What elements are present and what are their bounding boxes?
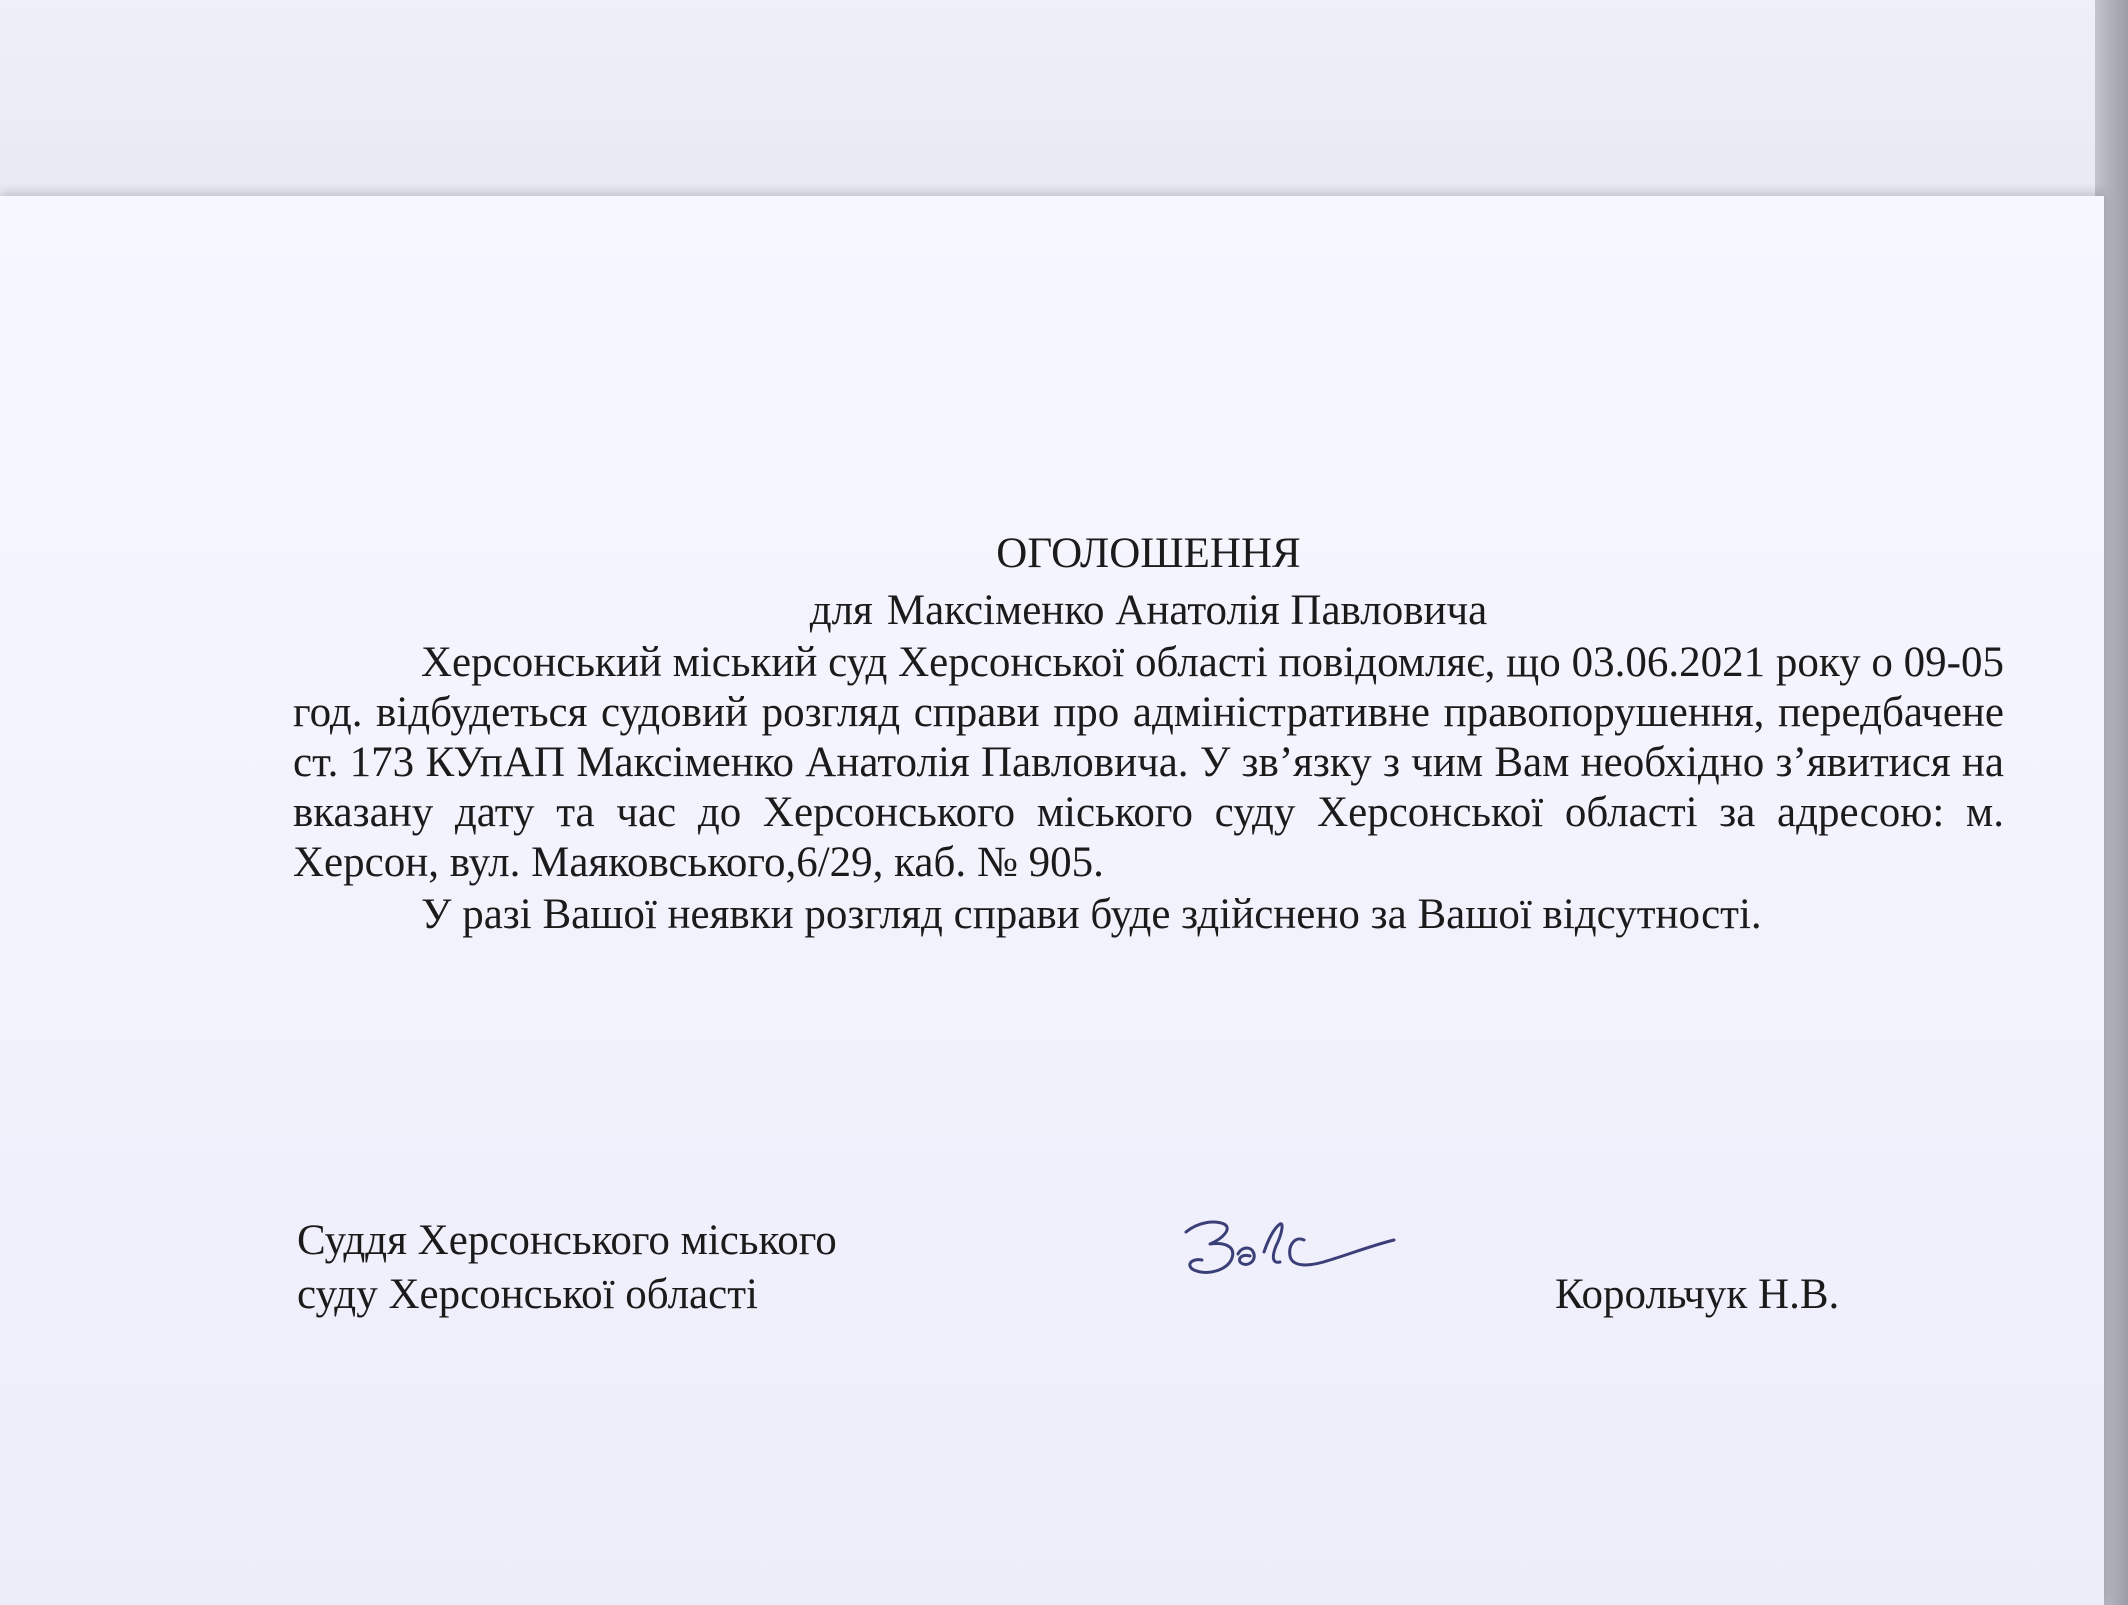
- signatory-position-line-1: Суддя Херсонського міського: [297, 1217, 837, 1264]
- recipient-name: Максіменко Анатолія Павловича: [886, 587, 1488, 634]
- body-paragraph-1: Херсонський міський суд Херсонської області повідомляє, що 03.06.2021 року о 09-05 год. відбудеться судовий розгляд справи про адміністративне правопорушення, передбачене ст. 173 КУпАП Максіменко Анатолія Павловича. У зв’язку з чим Вам необхідно з’явитися на вказану дату та час до Херсонського міського суду Херсонської області за адресою: м. Херсон, вул. Маяковського,6/29, каб. № 905.: [293, 639, 2004, 886]
- signatory-position: [297, 1214, 837, 1322]
- body-paragraph-2: У разі Вашої неявки розгляд справи буде здійснено за Вашої відсутності.: [421, 891, 1762, 938]
- signature-icon: [1180, 1210, 1400, 1290]
- document-title: ОГОЛОШЕННЯ: [996, 530, 1301, 577]
- recipient-prefix: для: [809, 587, 873, 634]
- signatory-name: Корольчук Н.В.: [1555, 1271, 1840, 1318]
- recipient-line: [293, 584, 2004, 638]
- announcement-body: [293, 524, 2004, 940]
- signatory-position-line-2: суду Херсонської області: [297, 1271, 758, 1318]
- background-sheet: [0, 0, 2128, 200]
